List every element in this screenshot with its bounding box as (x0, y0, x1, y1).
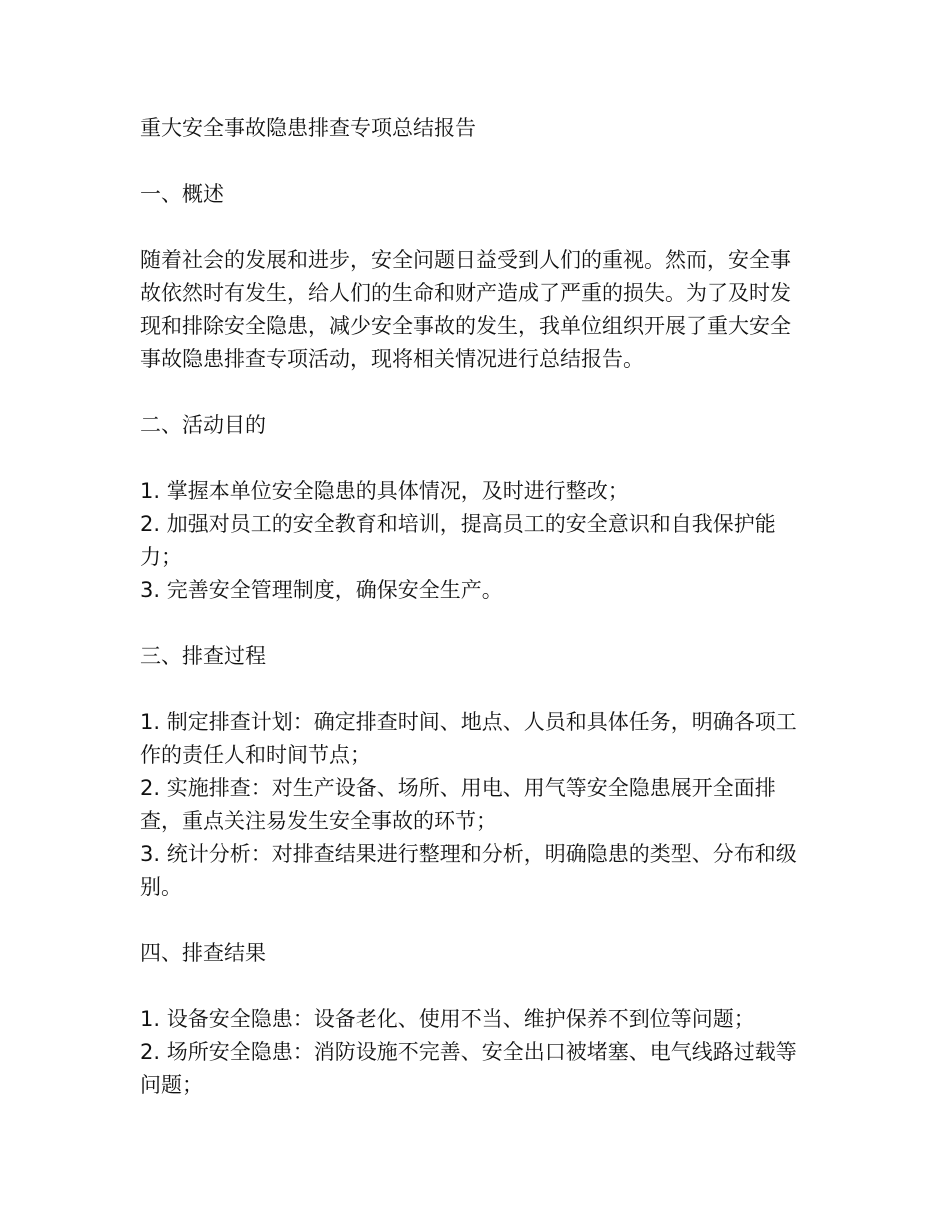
section-overview (140, 178, 802, 376)
document-title: 重大安全事故隐患排查专项总结报告 (140, 116, 476, 140)
list-item: 2. 场所安全隐患：消防设施不完善、安全出口被堵塞、电气线路过载等问题； (140, 1040, 797, 1097)
objectives-list (140, 475, 802, 607)
section-paragraph: 随着社会的发展和进步，安全问题日益受到人们的重视。然而，安全事故依然时有发生，给人们的生命和财产造成了严重的损失。为了及时发现和排除安全隐患，减少安全事故的发生，我单位组织开展了重大安全事故隐患排查专项活动，现将相关情况进行总结报告。 (140, 248, 791, 371)
section-objectives (140, 409, 802, 607)
results-list (140, 1003, 802, 1102)
section-heading: 四、排查结果 (140, 941, 266, 965)
section-heading: 三、排查过程 (140, 644, 266, 668)
list-item: 3. 完善安全管理制度，确保安全生产。 (140, 578, 503, 602)
list-item: 1. 掌握本单位安全隐患的具体情况，及时进行整改； (140, 479, 629, 503)
section-results (140, 937, 802, 1102)
list-item: 1. 设备安全隐患：设备老化、使用不当、维护保养不到位等问题； (140, 1007, 755, 1031)
process-list (140, 706, 802, 904)
list-item: 1. 制定排查计划：确定排查时间、地点、人员和具体任务，明确各项工作的责任人和时间节点； (140, 710, 797, 767)
section-heading: 二、活动目的 (140, 413, 266, 437)
document-page (140, 112, 802, 1102)
section-process (140, 640, 802, 904)
section-heading: 一、概述 (140, 182, 224, 206)
list-item: 2. 实施排查：对生产设备、场所、用电、用气等安全隐患展开全面排查，重点关注易发生安全事故的环节； (140, 776, 776, 833)
list-item: 3. 统计分析：对排查结果进行整理和分析，明确隐患的类型、分布和级别。 (140, 842, 797, 899)
list-item: 2. 加强对员工的安全教育和培训，提高员工的安全意识和自我保护能力； (140, 512, 776, 569)
